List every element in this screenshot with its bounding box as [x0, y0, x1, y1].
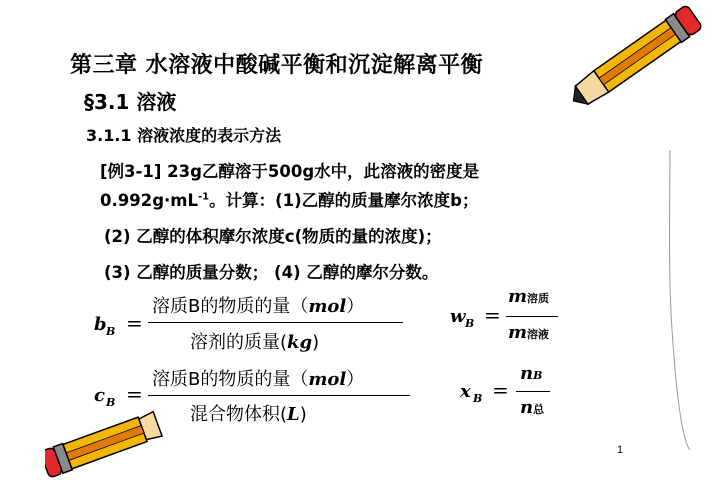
molality-num-text: 溶质B的物质的量（ — [152, 296, 309, 317]
section-title: §3.1 溶液 — [84, 90, 177, 114]
subsection-title: 3.1.1 溶液浓度的表示方法 — [86, 126, 282, 145]
mass-fraction-den-sub: 溶液 — [527, 328, 550, 341]
molality-den-text: 溶剂的质量( — [190, 332, 288, 353]
formula-mole-fraction — [460, 365, 570, 435]
mass-fraction-num-var: m — [508, 286, 528, 307]
example-line-2 — [100, 187, 478, 211]
molality-numerator — [152, 292, 364, 318]
mass-fraction-subscript: B — [465, 317, 475, 330]
mass-fraction-den-var: m — [508, 322, 528, 343]
mass-fraction-symbol: w — [450, 306, 466, 327]
chapter-title: 第三章 水溶液中酸碱平衡和沉淀解离平衡 — [70, 53, 484, 78]
mole-fraction-den-sub: 总 — [533, 403, 545, 416]
molarity-numerator — [152, 365, 364, 391]
mole-fraction-bar — [516, 391, 550, 392]
molarity-symbol: c — [94, 385, 105, 406]
mole-fraction-den-var: n — [520, 397, 534, 418]
molarity-num-close: ） — [346, 369, 365, 390]
molarity-equals: = — [126, 382, 143, 406]
formula-mass-fraction — [450, 286, 580, 360]
example-line-2-post: 。计算：(1)乙醇的质量摩尔浓度b； — [209, 191, 479, 210]
molality-num-close: ） — [346, 296, 365, 317]
molarity-den-unit: L — [287, 404, 300, 425]
molarity-fraction-bar — [148, 395, 410, 396]
mass-fraction-num-sub: 溶质 — [527, 292, 550, 305]
mole-fraction-numerator — [520, 363, 542, 384]
mole-fraction-denominator — [520, 397, 544, 418]
mole-fraction-num-sub: B — [533, 369, 543, 382]
decorative-curve — [610, 150, 713, 450]
molality-subscript: B — [106, 325, 116, 338]
mass-fraction-numerator — [508, 286, 549, 307]
mass-fraction-equals: = — [484, 303, 501, 327]
mass-fraction-bar — [506, 316, 558, 317]
example-line-2-sup: -1 — [197, 191, 210, 203]
mole-fraction-equals: = — [492, 378, 509, 402]
formula-molality — [90, 296, 420, 360]
molarity-den-close: ) — [299, 404, 307, 425]
mole-fraction-num-var: n — [520, 363, 534, 384]
pencil-icon-top-right — [565, 0, 713, 110]
molality-num-unit: mol — [308, 296, 347, 317]
molarity-subscript: B — [106, 396, 116, 409]
molarity-num-unit: mol — [308, 369, 347, 390]
formula-molarity — [90, 369, 420, 435]
page-number: 1 — [617, 444, 624, 456]
example-line-2-pre: 0.992g·mL — [100, 191, 198, 210]
molarity-den-text: 混合物体积( — [190, 404, 288, 425]
molality-symbol: b — [94, 314, 107, 335]
mole-fraction-symbol: x — [460, 381, 471, 402]
molarity-num-text: 溶质B的物质的量（ — [152, 369, 309, 390]
molality-den-unit: kg — [287, 332, 313, 353]
molarity-denominator — [190, 400, 307, 426]
example-line-4: (3) 乙醇的质量分数； (4) 乙醇的摩尔分数。 — [104, 263, 439, 282]
example-line-3: (2) 乙醇的体积摩尔浓度c(物质的量的浓度)； — [104, 227, 442, 246]
mole-fraction-subscript: B — [473, 392, 483, 405]
example-line-1: [例3-1] 23g乙醇溶于500g水中，此溶液的密度是 — [100, 162, 480, 181]
molality-den-close: ) — [312, 332, 320, 353]
molality-equals: = — [126, 311, 143, 335]
molality-denominator — [190, 328, 319, 354]
mass-fraction-denominator — [508, 322, 549, 343]
molality-fraction-bar — [148, 322, 403, 323]
